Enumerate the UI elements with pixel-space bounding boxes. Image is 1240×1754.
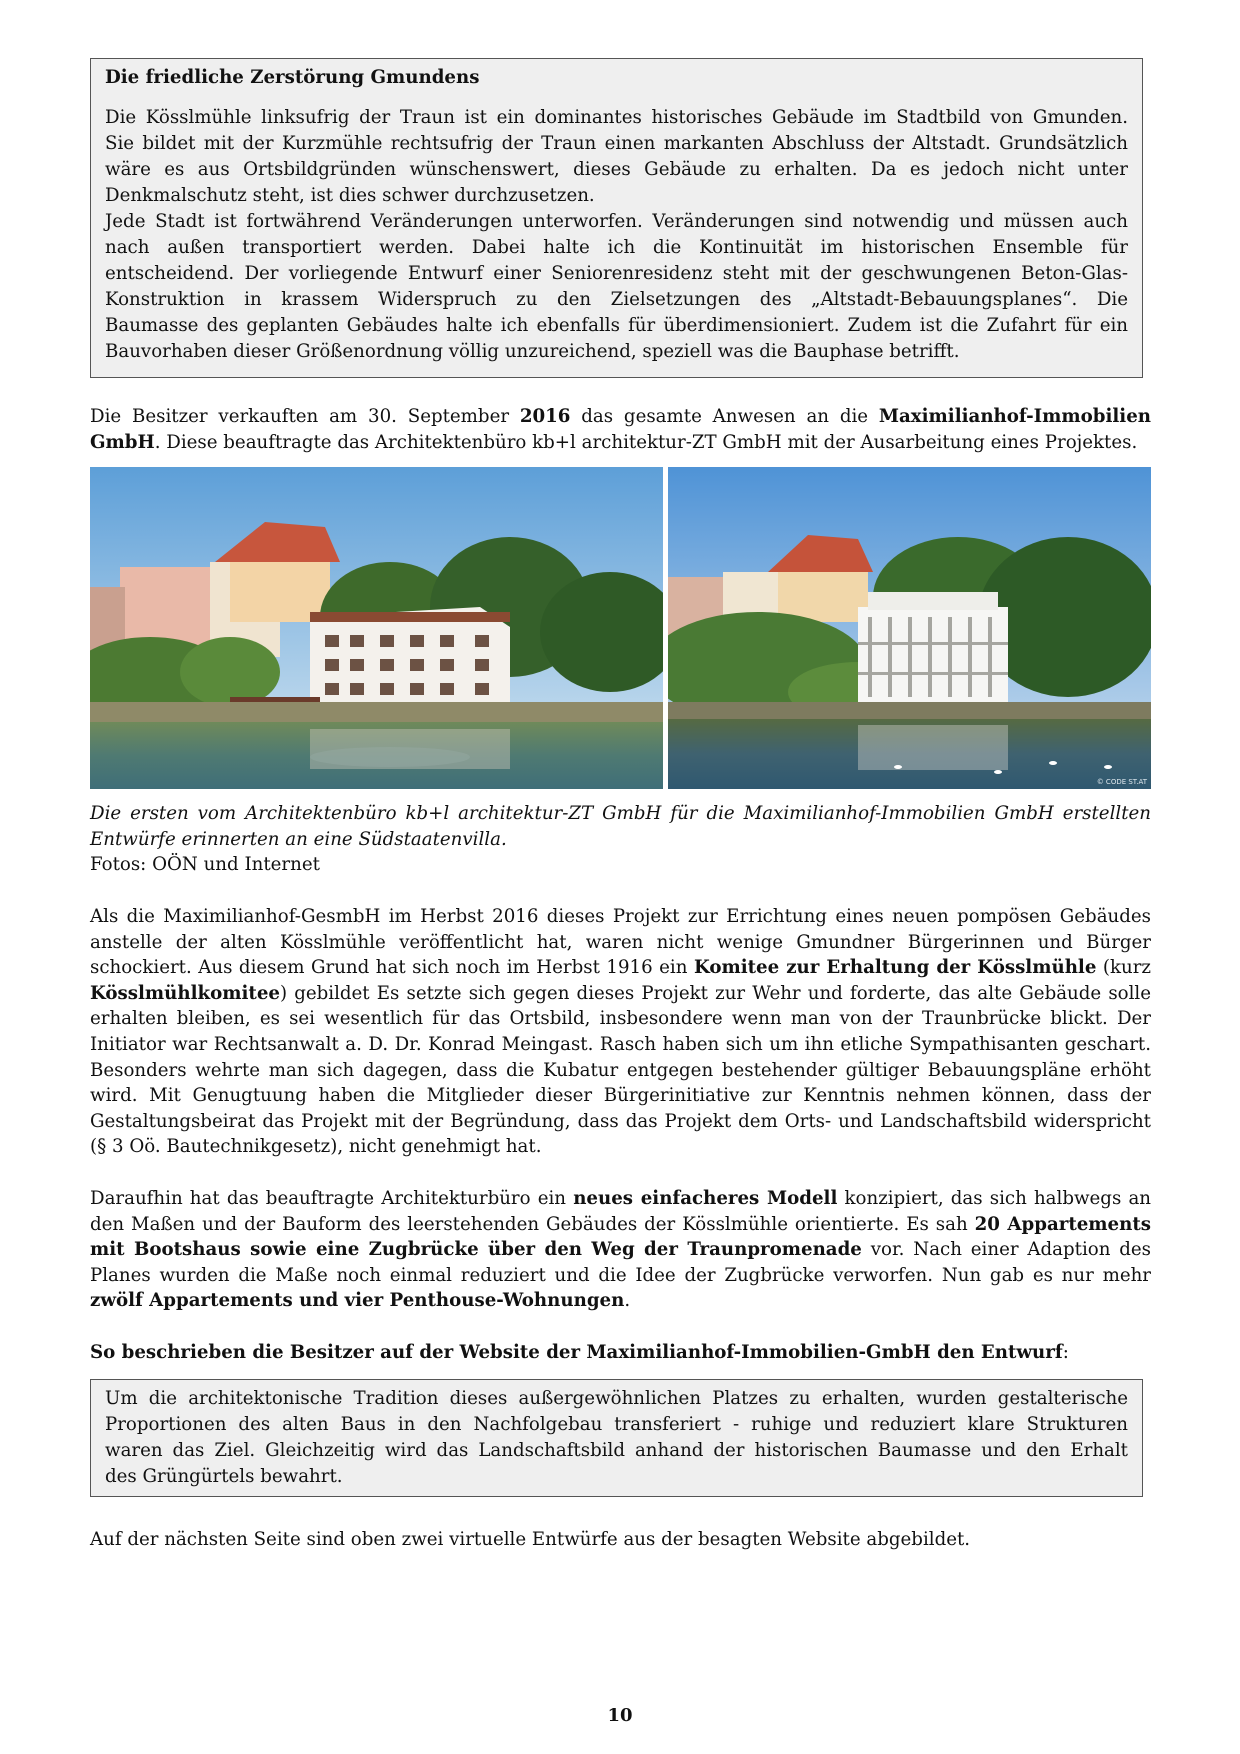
box-line: Konstruktion in krassem Widerspruch zu den Zielsetzungen des „Altstadt-Bebauungsplanes“. Die <box>105 288 1128 310</box>
photo-credit: Fotos: OÖN und Internet <box>90 854 320 876</box>
paragraph-komitee: Als die Maximilianhof-GesmbH im Herbst 2016 dieses Projekt zur Errichtung eines neuen pompösen Gebäudes anstelle der alten Kösslmühle veröffentlicht hat, waren nicht wenige Gmundner Bürgerinnen und Bürger schockiert. Aus diesem Grund hat sich noch im Herbst 1916 ein Komitee zur Erhaltung der Kösslmühle (kurz Kösslmühlkomitee) gebildet Es setzte sich gegen dieses Projekt zur Wehr und forderte, das alte Gebäude solle erhalten bleiben, es sei wesentlich für das Ortsbild, insbesondere wenn man von der Traunbrücke blickt. Der Initiator war Rechtsanwalt a. D. Dr. Konrad Meingast. Rasch haben sich um ihn etliche Sympathisanten geschart. Besonders wehrte man sich dagegen, dass die Kubatur entgegen bestehender gültiger Bebauungspläne erhöht wird. Mit Genugtuung haben die Mitglieder dieser Bürgerinitiative zur Kenntnis nehmen können, dass der Gestaltungsbeirat das Projekt mit der Begründung, dass das Projekt dem Orts- und Landschaftsbild widerspricht (§ 3 Oö. Bautechnikgesetz), nicht genehmigt hat. <box>90 905 1152 1158</box>
box-body <box>105 1386 1128 1490</box>
paragraph-new-model: Daraufhin hat das beauftragte Architekturbüro ein neues einfacheres Modell konzipiert, das sich halbwegs an den Maßen und der Bauform des leerstehenden Gebäudes der Kösslmühle orientierte. Es sah 20 Appartements mit Bootshaus sowie eine Zugbrücke über den Weg der Traunpromenade vor. Nach einer Adaption des Planes wurden die Maße noch einmal reduziert und die Idee der Zugbrücke verworfen. Nun gab es nur mehr zwölf Appartements und vier Penthouse-Wohnungen. <box>90 1187 1152 1312</box>
box-line: Baumasse des geplanten Gebäudes halte ich ebenfalls für überdimensioniert. Zudem ist die Zufahrt für ein <box>105 314 1128 336</box>
photo-design-2-image <box>668 467 1151 789</box>
box-body <box>105 105 1128 365</box>
quote-box-1 <box>90 58 1143 378</box>
box-line: Denkmalschutz steht, ist dies schwer durchzusetzen. <box>105 184 595 206</box>
photo-watermark: © CODE ST.AT <box>1096 778 1147 787</box>
quote-box-2 <box>90 1379 1143 1497</box>
box-line: waren das Ziel. Gleichzeitig wird das Landschaftsbild anhand der historischen Baumasse und den Erhalt <box>105 1440 1128 1462</box>
box-line: Um die architektonische Tradition dieses außergewöhnlichen Platzes zu erhalten, wurden gestalterische <box>105 1388 1128 1410</box>
box-line: Proportionen des alten Baus in den Nachfolgebau transferiert - ruhige und reduziert klare Strukturen <box>105 1414 1128 1436</box>
paragraph-website-intro: So beschrieben die Besitzer auf der Website der Maximilianhof-Immobilien-GmbH den Entwurf: <box>90 1341 1069 1363</box>
box-line: nach außen transportiert werden. Dabei halte ich die Kontinuität im historischen Ensemble für <box>105 236 1128 258</box>
paragraph-sale: Die Besitzer verkauften am 30. September 2016 das gesamte Anwesen an die Maximilianhof-Immobilien GmbH. Diese beauftragte das Architektenbüro kb+l architektur-ZT GmbH mit der Ausarbeitung eines Projektes. <box>90 406 1151 453</box>
page-body <box>90 58 1151 1553</box>
box-line: Die Kösslmühle linksufrig der Traun ist ein dominantes historisches Gebäude im Stadtbild von Gmunden. <box>105 106 1128 128</box>
box-line: Jede Stadt ist fortwährend Veränderungen unterworfen. Veränderungen sind notwendig und müssen auch <box>105 210 1128 232</box>
paragraph-next-page: Auf der nächsten Seite sind oben zwei virtuelle Entwürfe aus der besagten Website abgebildet. <box>90 1529 971 1551</box>
box-line: Sie bildet mit der Kurzmühle rechtsufrig der Traun einen markanten Abschluss der Altstadt. Grundsätzlich <box>105 132 1128 154</box>
box-line: wäre es aus Ortsbildgründen wünschenswert, dieses Gebäude zu erhalten. Da es jedoch nicht unter <box>105 158 1128 180</box>
photo-caption: Die ersten vom Architektenbüro kb+l architektur-ZT GmbH für die Maximilianhof-Immobilien GmbH erstellten Entwürfe erinnerten an eine Südstaatenvilla. <box>90 803 1151 850</box>
box-line: entscheidend. Der vorliegende Entwurf einer Seniorenresidenz steht mit der geschwungenen Beton-Glas- <box>105 262 1128 284</box>
photo-design-2 <box>668 467 1151 789</box>
photo-row <box>90 467 1151 789</box>
photo-design-1 <box>90 467 663 789</box>
box-title: Die friedliche Zerstörung Gmundens <box>105 67 480 88</box>
page-number: 10 <box>607 1705 633 1726</box>
box-line: des Grüngürtels bewahrt. <box>105 1466 343 1488</box>
box-line: Bauvorhaben dieser Größenordnung völlig unzureichend, speziell was die Bauphase betrifft. <box>105 340 960 362</box>
photo-design-1-image <box>90 467 663 789</box>
